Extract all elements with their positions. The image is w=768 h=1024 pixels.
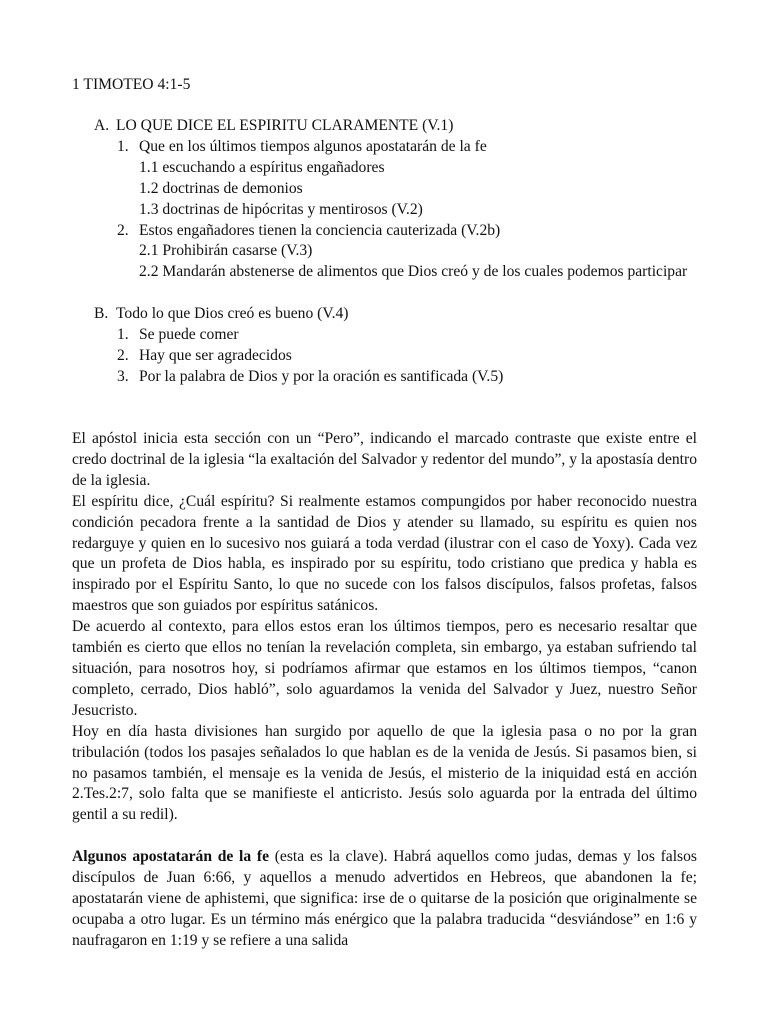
document-title: 1 TIMOTEO 4:1-5	[72, 76, 191, 93]
body-text	[72, 429, 697, 952]
outline-item	[72, 325, 698, 346]
item-text: Por la palabra de Dios y por la oración es santificada (V.5)	[139, 367, 504, 385]
item-marker: 2.	[117, 221, 129, 239]
outline-item	[72, 367, 698, 388]
item-marker: 2.	[117, 347, 129, 365]
item-marker: 1.	[117, 326, 129, 344]
section-marker: B.	[94, 305, 109, 323]
outline-subitem: 1.3 doctrinas de hipócritas y mentirosos (V.2)	[139, 200, 423, 218]
item-text: Estos engañadores tienen la conciencia cauterizada (V.2b)	[139, 221, 501, 239]
outline-subitem: 1.1 escuchando a espíritus engañadores	[139, 158, 385, 176]
bold-lead: Algunos apostatarán de la fe	[72, 848, 270, 866]
outline-item	[72, 346, 698, 367]
outline-item	[72, 137, 698, 158]
outline	[72, 116, 698, 388]
paragraph: De acuerdo al contexto, para ellos estos eran los últimos tiempos, pero es necesario resaltar que también es cierto que ellos no tenían la revelación completa, sin embargo, ya estaban sufriendo tal situación, para nosotros hoy, si podríamos afirmar que estamos en los últimos tiempos, “canon completo, cerrado, Dios habló”, solo aguardamos la venida del Salvador y Juez, nuestro Señor Jesucristo.	[72, 618, 697, 719]
final-paragraph	[72, 847, 697, 952]
section-heading: Todo lo que Dios creó es bueno (V.4)	[116, 305, 349, 323]
item-marker: 3.	[117, 367, 129, 385]
paragraph: El apóstol inicia esta sección con un “Pero”, indicando el marcado contraste que existe entre el credo doctrinal de la iglesia “la exaltación del Salvador y redentor del mundo”, y la apostasía dentro de la iglesia.	[72, 430, 697, 489]
spacer	[72, 283, 698, 304]
paragraph-rest: (esta es la clave). Habrá aquellos como judas, demas y los falsos discípulos de Juan 6:66, y aquellos a menudo advertidos en Hebreos, que abandonen la fe; apostatarán viene de aphistemi, que significa: irse de o quitarse de la posición que originalmente se ocupaba a otro lugar. Es un término más enérgico que la palabra traducida “desviándose” en 1:6 y naufragaron en 1:19 y se refiere a una salida	[72, 848, 697, 949]
outline-subitem: 2.1 Prohibirán casarse (V.3)	[139, 242, 313, 260]
outline-subitem: 1.2 doctrinas de demonios	[139, 179, 303, 197]
outline-subitem: 2.2 Mandarán abstenerse de alimentos que Dios creó y de los cuales podemos participar	[139, 263, 688, 281]
paragraph: El espíritu dice, ¿Cuál espíritu? Si realmente estamos compungidos por haber reconocido nuestra condición pecadora frente a la santidad de Dios y atender su llamado, su espíritu es quien nos redarguye y quien en lo sucesivo nos guiará a toda verdad (ilustrar con el caso de Yoxy). Cada vez que un profeta de Dios habla, es inspirado por su espíritu, todo cristiano que predica y habla es inspirado por el Espíritu Santo, lo que no sucede con los falsos discípulos, falsos profetas, falsos maestros que son guiados por espíritus satánicos.	[72, 492, 697, 615]
outline-item	[72, 221, 698, 242]
section-heading: LO QUE DICE EL ESPIRITU CLARAMENTE (V.1)	[116, 117, 454, 134]
item-text: Hay que ser agradecidos	[139, 347, 292, 365]
outline-section-b	[72, 304, 698, 325]
paragraph: Hoy en día hasta divisiones han surgido por aquello de que la iglesia pasa o no por la gran tribulación (todos los pasajes señalados lo que hablan es de la venida de Jesús. Si pasamos bien, si no pasamos también, el mensaje es la venida de Jesús, el misterio de la iniquidad está en acción 2.Tes.2:7, solo falta que se manifieste el anticristo. Jesús solo aguarda por la entrada del último gentil a su redil).	[72, 722, 697, 824]
outline-section-a	[72, 116, 698, 137]
item-text: Que en los últimos tiempos algunos apostatarán de la fe	[139, 137, 487, 155]
item-text: Se puede comer	[139, 326, 239, 344]
section-marker: A.	[94, 117, 110, 134]
item-marker: 1.	[117, 137, 129, 155]
